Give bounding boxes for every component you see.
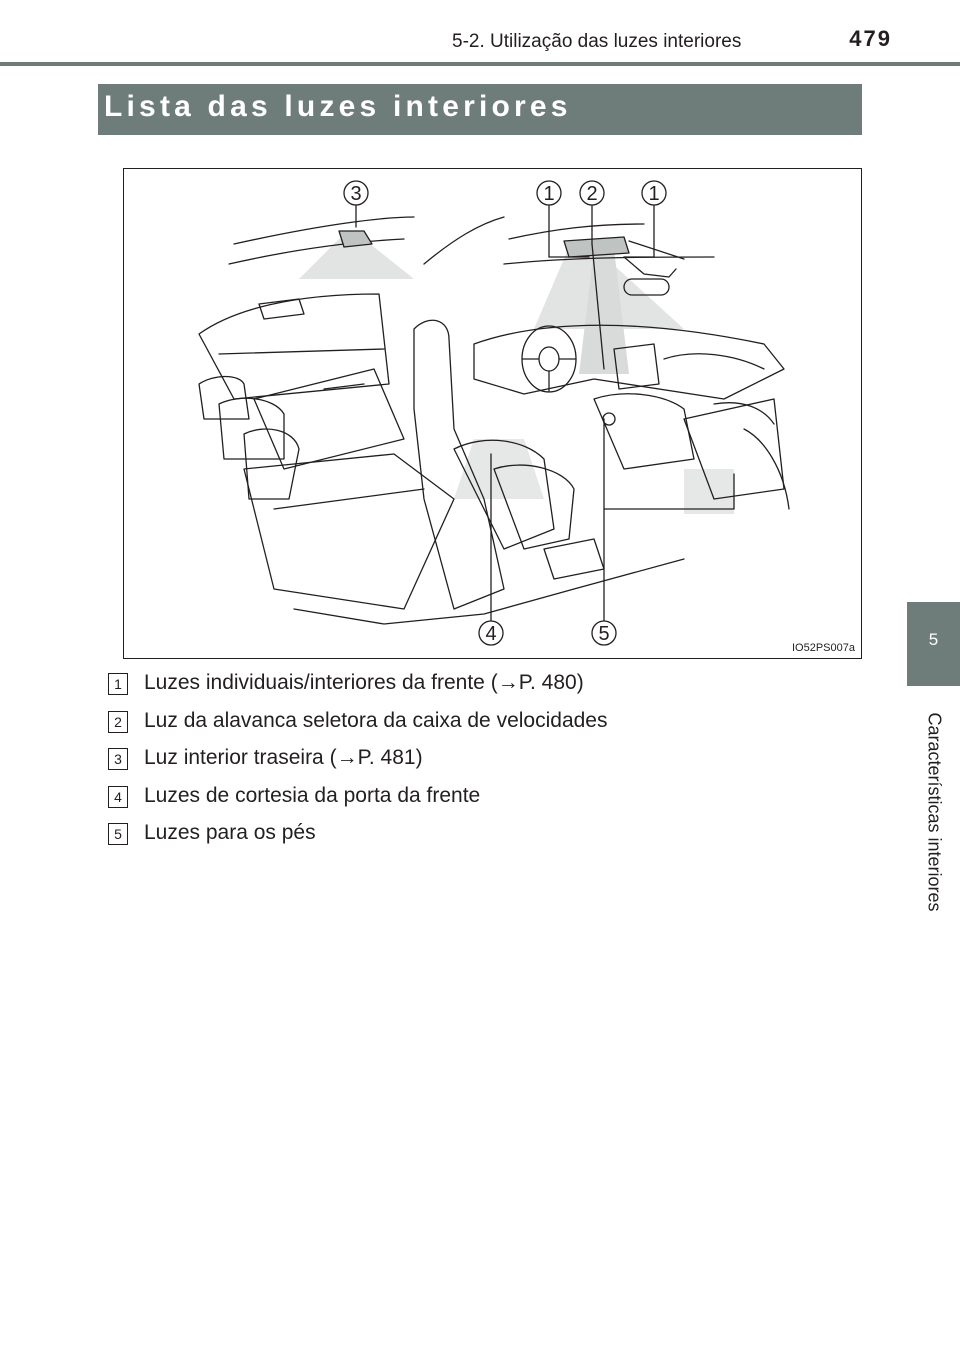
item-marker: 5 xyxy=(108,823,128,845)
list-item xyxy=(100,705,860,743)
running-header: 5-2. Utilização das luzes interiores xyxy=(452,31,742,52)
car-interior-drawing xyxy=(124,169,861,658)
section-title: Lista das luzes interiores xyxy=(104,90,572,123)
callout-2: 2 xyxy=(586,183,598,205)
list-item xyxy=(100,780,860,818)
item-text: Luzes de cortesia da porta da frente xyxy=(144,783,481,807)
item-marker: 4 xyxy=(108,786,128,808)
list-item xyxy=(100,742,860,780)
chapter-title: Características interiores xyxy=(924,712,945,912)
callout-1: 1 xyxy=(648,183,660,205)
item-marker: 3 xyxy=(108,748,128,770)
page-number: 479 xyxy=(849,26,892,51)
figure-code: IO52PS007a xyxy=(792,642,855,654)
header-rule xyxy=(0,62,960,66)
interior-lights-illustration xyxy=(123,168,862,659)
list-item xyxy=(100,817,860,855)
callout-3: 3 xyxy=(350,183,362,205)
item-marker: 2 xyxy=(108,711,128,733)
callout-5: 5 xyxy=(598,623,610,645)
legend-list xyxy=(100,667,860,855)
item-marker: 1 xyxy=(108,673,128,695)
list-item xyxy=(100,667,860,705)
chapter-number: 5 xyxy=(928,630,939,649)
callout-1: 1 xyxy=(543,183,555,205)
callout-4: 4 xyxy=(485,623,497,645)
item-text: Luzes para os pés xyxy=(144,821,316,844)
item-text: Luz interior traseira (→P. 481) xyxy=(144,746,423,769)
item-text: Luz da alavanca seletora da caixa de velocidades xyxy=(144,708,608,732)
item-text: Luzes individuais/interiores da frente (→P. 480) xyxy=(144,671,584,694)
chapter-tab xyxy=(907,602,960,686)
